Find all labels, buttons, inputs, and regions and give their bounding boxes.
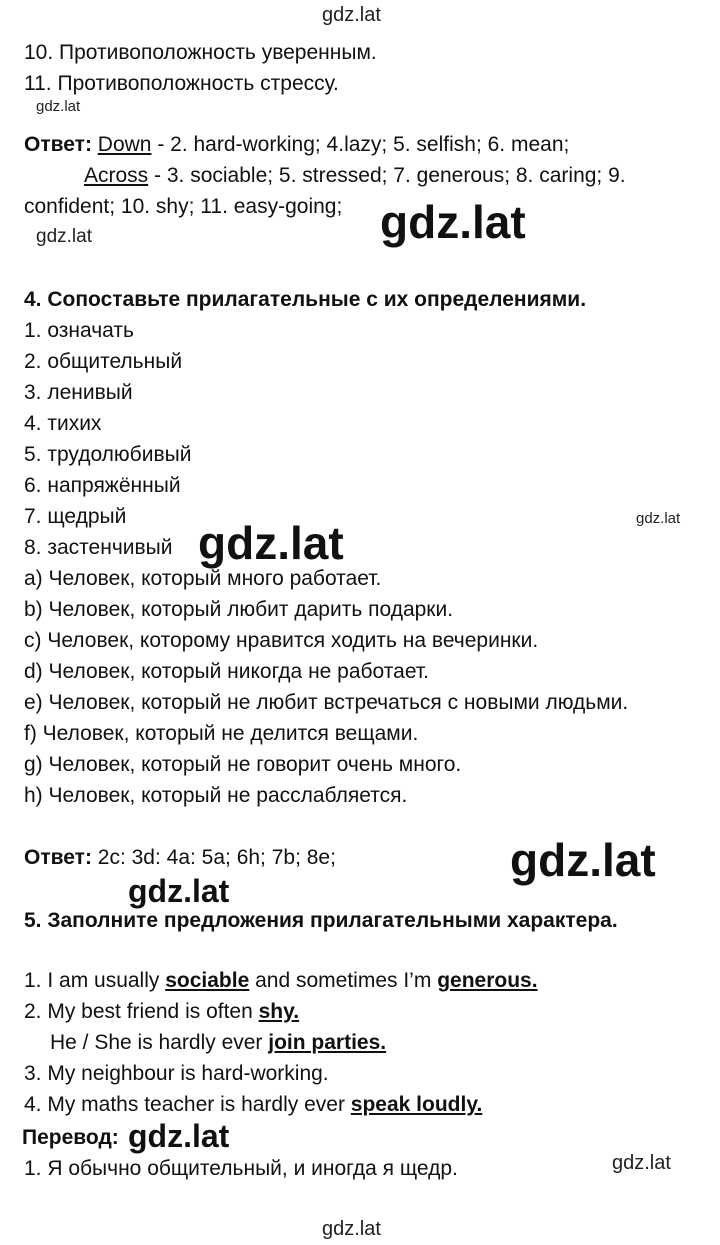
watermark-large: gdz.lat (510, 834, 656, 886)
section4-title: 4. Сопоставьте прилагательные с их определениями. (24, 288, 587, 311)
translation-line: 1. Я обычно общительный, и иногда я щедр. (24, 1157, 458, 1180)
definition-item: g) Человек, который не говорит очень много. (24, 753, 462, 776)
answer-across-cont: confident; 10. shy; 11. easy-going; (24, 195, 343, 218)
sentence-2 (24, 999, 299, 1025)
list-item: 5. трудолюбивый (24, 443, 192, 466)
watermark-medium: gdz.lat (128, 873, 230, 909)
definition-item: e) Человек, который не любит встречаться с новыми людьми. (24, 691, 629, 714)
sentence-2b (50, 1030, 386, 1056)
list-item: 7. щедрый (24, 505, 127, 528)
list-item: 6. напряжённый (24, 474, 181, 497)
sentence-1 (24, 968, 538, 994)
answer-label: Ответ: (24, 133, 92, 156)
watermark-small: gdz.lat (612, 1152, 671, 1174)
list-item: 2. общительный (24, 350, 183, 373)
down-text: - 2. hard-working; 4.lazy; 5. selfish; 6. mean; (151, 133, 570, 156)
definition-item: a) Человек, который много работает. (24, 567, 382, 590)
watermark-large: gdz.lat (198, 517, 344, 569)
definition-item: h) Человек, который не расслабляется. (24, 784, 408, 807)
definition-item: d) Человек, который никогда не работает. (24, 660, 429, 683)
definition-item: f) Человек, который не делится вещами. (24, 722, 419, 745)
definition-item: b) Человек, который любит дарить подарки. (24, 598, 454, 621)
sentence-text: He / She is hardly ever (50, 1031, 269, 1054)
answer-text: 2c: 3d: 4a: 5a; 6h; 7b; 8e; (91, 846, 336, 869)
answer-word: shy. (258, 1000, 300, 1023)
watermark-small: gdz.lat (36, 226, 92, 247)
list-item: 10. Противоположность уверенным. (24, 41, 377, 64)
answer-word: join parties. (268, 1031, 387, 1054)
answer-word: sociable (165, 969, 250, 992)
list-item: 11. Противоположность стрессу. (24, 72, 339, 95)
across-label: Across (84, 164, 149, 187)
sentence-text: 4. My maths teacher is hardly ever (24, 1093, 351, 1116)
list-item: 8. застенчивый (24, 536, 173, 559)
sentence-text: 1. I am usually (24, 969, 166, 992)
watermark-small: gdz.lat (36, 98, 81, 115)
section4-answer (24, 845, 336, 871)
list-item: 4. тихих (24, 412, 102, 435)
watermark-large: gdz.lat (380, 196, 526, 248)
answer-label: Ответ: (24, 846, 92, 869)
sentence-3: 3. My neighbour is hard-working. (24, 1062, 329, 1085)
watermark-small: gdz.lat (636, 510, 681, 527)
list-item: 3. ленивый (24, 381, 133, 404)
answer-word: generous. (437, 969, 538, 992)
list-item: 1. означать (24, 319, 134, 342)
down-label: Down (97, 133, 152, 156)
definition-item: c) Человек, которому нравится ходить на вечеринки. (24, 629, 539, 652)
watermark-bottom: gdz.lat (322, 1218, 381, 1240)
watermark-top: gdz.lat (322, 4, 381, 26)
answer-down-line (24, 132, 569, 158)
translation-label: Перевод: (22, 1126, 119, 1149)
answer-across-line (84, 163, 626, 189)
across-text: - 3. sociable; 5. stressed; 7. generous; 8. caring; 9. (148, 164, 626, 187)
answer-word: speak loudly. (350, 1093, 483, 1116)
sentence-text: and sometimes I’m (249, 969, 438, 992)
sentence-4 (24, 1092, 482, 1118)
sentence-text: 2. My best friend is often (24, 1000, 259, 1023)
section5-title: 5. Заполните предложения прилагательными характера. (24, 909, 618, 932)
watermark-medium: gdz.lat (128, 1118, 230, 1154)
